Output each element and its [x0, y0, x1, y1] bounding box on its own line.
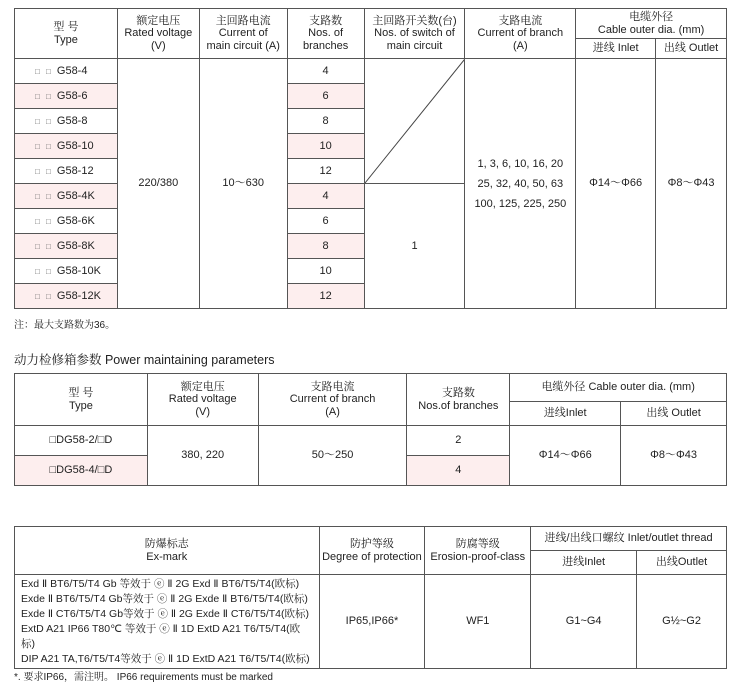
header-ip: 防护等级 Degree of protection	[319, 527, 425, 575]
outlet-value: Φ8～Φ43	[621, 426, 727, 486]
branches-cell: 10	[287, 259, 364, 284]
header-branches: 支路数 Nos.of branches	[407, 374, 510, 426]
type-cell: □ □ G58-10K	[15, 259, 118, 284]
header-inlet: 进线Inlet	[531, 551, 637, 575]
header-thread: 进线/出线口螺纹 Inlet/outlet thread	[531, 527, 727, 551]
branch-current-value: 50～250	[258, 426, 407, 486]
outlet-value: Φ8～Φ43	[656, 59, 727, 309]
exmark-line: ExtD A21 IP66 T80℃ 等效于 ⓔ Ⅱ 1D ExtD A21 T6/T5/T4(欧标)	[21, 622, 301, 650]
branches-cell: 4	[287, 184, 364, 209]
maintenance-table	[14, 373, 727, 486]
branches-cell: 6	[287, 84, 364, 109]
type-cell: □ □ G58-6K	[15, 209, 118, 234]
branches-cell: 8	[287, 234, 364, 259]
branch-current-value: 1, 3, 6, 10, 16, 20 25, 32, 40, 50, 63 100, 125, 225, 250	[465, 59, 576, 309]
voltage-value: 220/380	[117, 59, 199, 309]
diagonal-line	[365, 59, 465, 183]
header-switch: 主回路开关数(台) Nos. of switch of main circuit	[364, 9, 465, 59]
type-cell: □ □ G58-6	[15, 84, 118, 109]
parameters-table	[14, 8, 727, 309]
table3-note: *. 要求IP66，需注明。 IP66 requirements must be marked	[14, 672, 273, 683]
header-outlet: 出线 Outlet	[656, 39, 727, 59]
inlet-value: Φ14～Φ66	[576, 59, 656, 309]
header-outlet: 出线 Outlet	[621, 402, 727, 426]
header-exmark: 防爆标志 Ex-mark	[15, 527, 320, 575]
type-cell: □ □ G58-12K	[15, 284, 118, 309]
header-outlet: 出线Outlet	[637, 551, 727, 575]
exmark-line: Exde Ⅱ BT6/T5/T4 Gb等效于 ⓔ Ⅱ 2G Exde Ⅱ BT6/T5/T4(欧标)	[21, 592, 308, 605]
type-cell: □ □ G58-8	[15, 109, 118, 134]
exmark-table	[14, 526, 727, 669]
table1-note: 注：最大支路数为36。	[14, 320, 116, 331]
branches-cell: 8	[287, 109, 364, 134]
header-type: 型 号 Type	[15, 9, 118, 59]
type-cell: □ □ G58-4	[15, 59, 118, 84]
type-cell: □DG58-4/□D	[15, 456, 148, 486]
header-inlet: 进线Inlet	[510, 402, 621, 426]
branches-cell: 12	[287, 159, 364, 184]
header-cable: 电缆外径 Cable outer dia. (mm)	[510, 374, 727, 402]
switch-na-cell	[364, 59, 465, 184]
header-cable: 电缆外径 Cable outer dia. (mm)	[576, 9, 727, 39]
header-voltage: 额定电压 Rated voltage (V)	[147, 374, 258, 426]
type-cell: □ □ G58-8K	[15, 234, 118, 259]
type-cell: □DG58-2/□D	[15, 426, 148, 456]
main-current-value: 10～630	[199, 59, 287, 309]
exmark-list	[15, 575, 320, 669]
ip-value: IP65,IP66*	[319, 575, 425, 669]
branches-cell: 6	[287, 209, 364, 234]
header-main-current: 主回路电流 Current of main circuit (A)	[199, 9, 287, 59]
exmark-line: Exde Ⅱ CT6/T5/T4 Gb等效于 ⓔ Ⅱ 2G Exde Ⅱ CT6/T5/T4(欧标)	[21, 607, 309, 620]
header-voltage: 额定电压 Rated voltage (V)	[117, 9, 199, 59]
branches-cell: 2	[407, 426, 510, 456]
type-cell: □ □ G58-4K	[15, 184, 118, 209]
branches-cell: 12	[287, 284, 364, 309]
branches-cell: 4	[287, 59, 364, 84]
outlet-value: G½~G2	[637, 575, 727, 669]
switch-value: 1	[364, 184, 465, 309]
type-cell: □ □ G58-12	[15, 159, 118, 184]
section-title: 动力检修箱参数 Power maintaining parameters	[14, 353, 275, 367]
branches-cell: 4	[407, 456, 510, 486]
header-corrosion: 防腐等级 Erosion-proof-class	[425, 527, 531, 575]
corrosion-value: WF1	[425, 575, 531, 669]
header-inlet: 进线 Inlet	[576, 39, 656, 59]
type-cell: □ □ G58-10	[15, 134, 118, 159]
header-type: 型 号 Type	[15, 374, 148, 426]
branches-cell: 10	[287, 134, 364, 159]
exmark-line: Exd Ⅱ BT6/T5/T4 Gb 等效于 ⓔ Ⅱ 2G Exd Ⅱ BT6/T5/T4(欧标)	[21, 578, 300, 590]
inlet-value: G1~G4	[531, 575, 637, 669]
header-branches: 支路数 Nos. of branches	[287, 9, 364, 59]
header-branch-current: 支路电流 Current of branch (A)	[465, 9, 576, 59]
exmark-line: DIP A21 TA,T6/T5/T4等效于 ⓔ Ⅱ 1D ExtD A21 T6/T5/T4(欧标)	[21, 652, 310, 665]
voltage-value: 380, 220	[147, 426, 258, 486]
header-branch-current: 支路电流 Current of branch (A)	[258, 374, 407, 426]
inlet-value: Φ14～Φ66	[510, 426, 621, 486]
